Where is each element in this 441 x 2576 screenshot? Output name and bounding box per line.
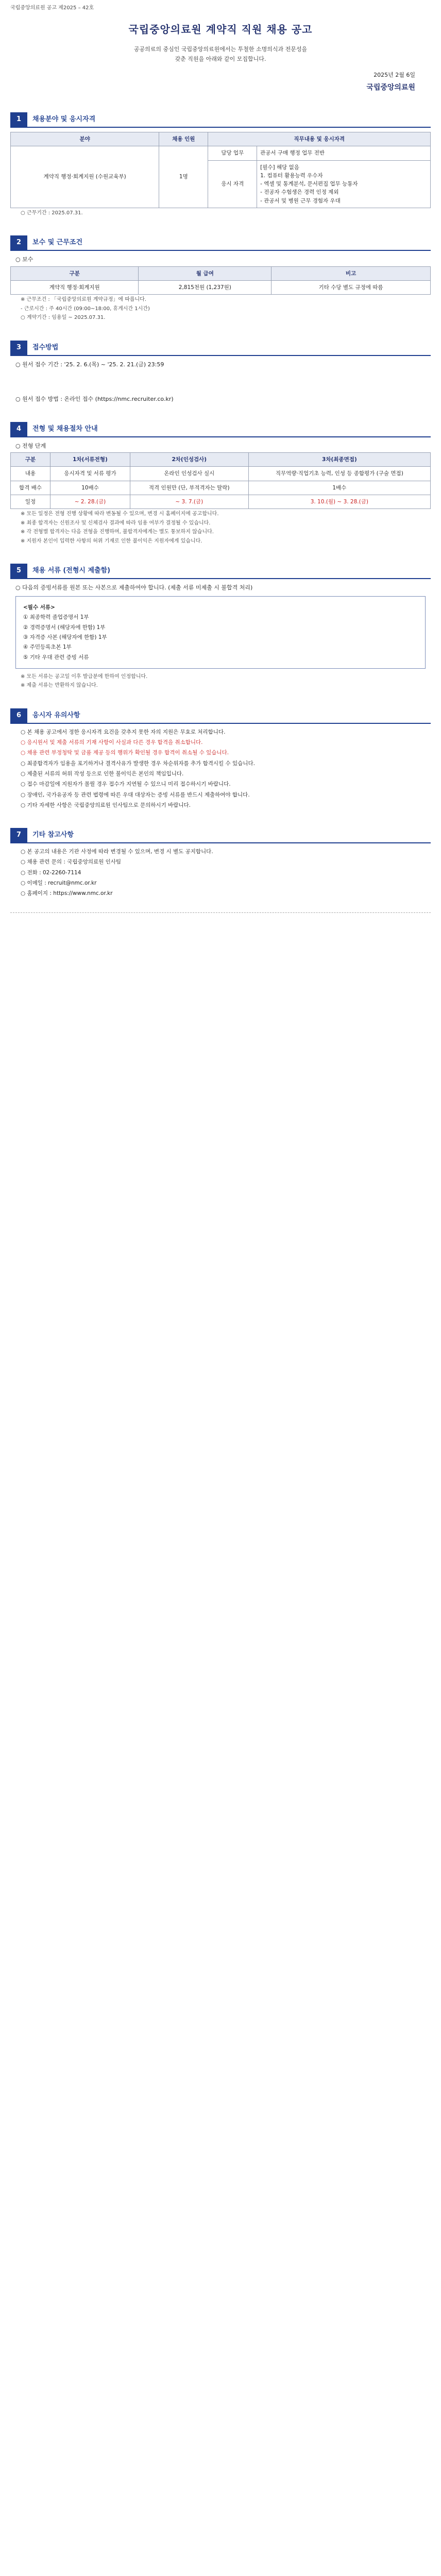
section-title: 채용분야 및 응시자격 bbox=[32, 115, 96, 123]
process-header: 3차(최종면접) bbox=[248, 452, 430, 466]
section-title: 접수방법 bbox=[32, 343, 59, 351]
process-cell: 10배수 bbox=[50, 481, 130, 495]
intro bbox=[10, 45, 431, 63]
intro-line: 갖춘 직원을 아래와 같이 모집합니다. bbox=[175, 56, 266, 63]
section-documents bbox=[10, 564, 431, 690]
section-title: 응시자 유의사항 bbox=[32, 711, 80, 719]
process-header: 구분 bbox=[11, 452, 50, 466]
section-heading bbox=[10, 422, 431, 437]
qual-line: 1. 컴퓨터 활용능력 우수자 bbox=[260, 172, 323, 179]
document-number: 국립중앙의료원 공고 제2025 – 42호 bbox=[10, 5, 94, 11]
col-count: 채용 인원 bbox=[159, 132, 208, 146]
etc-item: ○ 홈페이지 : https://www.nmc.or.kr bbox=[21, 890, 113, 897]
field-cell: 계약직 행정·회계지원 (수원교육부) bbox=[11, 146, 159, 208]
process-note: ※ 모든 일정은 전형 진행 상황에 따라 변동될 수 있으며, 변경 시 홈페이지에 공고합니다. bbox=[21, 511, 219, 517]
spacer bbox=[10, 371, 431, 392]
pay-header: 구분 bbox=[11, 266, 139, 280]
section-heading bbox=[10, 708, 431, 724]
notice-date: 2025년 2월 6일 bbox=[374, 72, 415, 79]
process-header: 2차(인성검사) bbox=[130, 452, 248, 466]
process-table bbox=[10, 452, 431, 509]
col-duty: 직무내용 및 응시자격 bbox=[208, 132, 431, 146]
process-cell: 3. 10.(월) ~ 3. 28.(금) bbox=[248, 495, 430, 509]
section-number: 1 bbox=[10, 112, 27, 127]
docs-item: ③ 자격증 사본 (해당자에 한함) 1부 bbox=[23, 634, 107, 641]
process-note: ※ 각 전형별 합격자는 다음 전형을 진행하며, 불합격자에게는 별도 통보하지 않습니다. bbox=[21, 529, 214, 535]
docs-item: ② 경력증명서 (해당자에 한함) 1부 bbox=[23, 624, 106, 631]
footer-divider bbox=[10, 912, 431, 913]
qual-head: [필수] 해당 없음 bbox=[260, 164, 299, 171]
etc-item: ○ 채용 관련 문의 : 국립중앙의료원 인사팀 bbox=[21, 859, 122, 866]
caution-item: ○ 접수 마감일에 지원자가 몰릴 경우 접수가 지연될 수 있으니 미리 접수하시기 바랍니다. bbox=[21, 781, 231, 788]
qual-line: - 엑셀 및 통계분석, 문서편집 업무 능통자 bbox=[260, 181, 358, 188]
caution-item: ○ 제출된 서류의 허위 작성 등으로 인한 불이익은 본인의 책임입니다. bbox=[21, 771, 184, 777]
process-cell: 합격 배수 bbox=[11, 481, 50, 495]
pay-header: 월 급여 bbox=[139, 266, 272, 280]
docs-subheading: <필수 서류> bbox=[23, 604, 55, 611]
section-pay bbox=[10, 235, 431, 321]
process-cell: ~ 3. 7.(금) bbox=[130, 495, 248, 509]
pay-cell: 계약직 행정·회계지원 bbox=[11, 280, 139, 294]
section-heading bbox=[10, 564, 431, 579]
docs-note: ※ 제출 서류는 반환하지 않습니다. bbox=[21, 683, 98, 689]
section-recruit bbox=[10, 112, 431, 217]
process-cell: 일정 bbox=[11, 495, 50, 509]
pay-note: ※ 근무조건 : 「국립중앙의료원 계약규정」에 따릅니다. bbox=[21, 297, 147, 303]
etc-list bbox=[21, 848, 431, 897]
duty-cell: 관공서 구매 행정 업무 전반 bbox=[257, 146, 431, 160]
section-heading bbox=[10, 341, 431, 356]
recruit-table bbox=[10, 132, 431, 208]
section-number: 4 bbox=[10, 422, 27, 436]
caution-item: ○ 기타 자세한 사항은 국립중앙의료원 인사팀으로 문의하시기 바랍니다. bbox=[21, 802, 191, 808]
process-note: ※ 최종 합격자는 신원조사 및 신체검사 결과에 따라 임용 여부가 결정될 수 있습니다. bbox=[21, 520, 211, 526]
process-cell: 응시자격 및 서류 평가 bbox=[50, 467, 130, 481]
duty-label: 담당 업무 bbox=[208, 146, 257, 160]
section-number: 5 bbox=[10, 564, 27, 578]
count-cell: 1명 bbox=[159, 146, 208, 208]
caution-item: ○ 응시원서 및 제출 서류의 기재 사항이 사실과 다른 경우 합격을 취소합니다. bbox=[21, 739, 203, 746]
section-number: 2 bbox=[10, 235, 27, 250]
section-process bbox=[10, 422, 431, 545]
qual-label: 응시 자격 bbox=[208, 160, 257, 208]
etc-item: ○ 본 공고의 내용은 기관 사정에 따라 변경될 수 있으며, 변경 시 별도 공지합니다. bbox=[21, 849, 213, 855]
etc-item: ○ 전화 : 02-2260-7114 bbox=[21, 869, 81, 876]
pay-note: ○ 계약기간 : 임용일 ~ 2025.07.31. bbox=[21, 315, 106, 321]
section-caution bbox=[10, 708, 431, 809]
docs-item: ④ 주민등록초본 1부 bbox=[23, 644, 72, 651]
pay-table bbox=[10, 266, 431, 295]
section-heading bbox=[10, 828, 431, 843]
caution-item: ○ 장애인, 국가유공자 등 관련 법령에 따른 우대 대상자는 증빙 서류를 반드시 제출하여야 합니다. bbox=[21, 791, 250, 798]
docs-item: ① 최종학력 졸업증명서 1부 bbox=[23, 614, 89, 621]
section-heading bbox=[10, 235, 431, 251]
apply-method: ○ 원서 접수 방법 : 온라인 접수 (https://nmc.recruiter.co.kr) bbox=[15, 395, 174, 402]
process-cell: 적격 인원만 (단, 부적격자는 탈락) bbox=[130, 481, 248, 495]
qual-line: - 전공자 수험생은 경력 인정 제외 bbox=[260, 189, 339, 196]
section-etc bbox=[10, 828, 431, 897]
intro-line: 공공의료의 중심인 국립중앙의료원에서는 투철한 소명의식과 전문성을 bbox=[133, 46, 308, 53]
pay-header: 비고 bbox=[272, 266, 431, 280]
section-number: 7 bbox=[10, 828, 27, 842]
qual-line: - 관공서 및 병원 근무 경험자 우대 bbox=[260, 197, 341, 204]
caution-item: ○ 최종합격자가 임용을 포기하거나 결격사유가 발생한 경우 차순위자를 추가 합격시킬 수 있습니다. bbox=[21, 760, 255, 767]
section-apply bbox=[10, 341, 431, 403]
caution-list bbox=[21, 728, 431, 809]
caution-item: ○ 채용 관련 부정청탁 및 금품 제공 등의 행위가 확인될 경우 합격이 취소될 수 있습니다. bbox=[21, 750, 229, 756]
pay-cell: 기타 수당 별도 규정에 따름 bbox=[272, 280, 431, 294]
col-field: 분야 bbox=[11, 132, 159, 146]
page-title: 국립중앙의료원 계약직 직원 채용 공고 bbox=[128, 23, 313, 36]
organization-name: 국립중앙의료원 bbox=[366, 83, 415, 92]
apply-period: ○ 원서 접수 기간 : '25. 2. 6.(목) ~ '25. 2. 21.(금) 23:59 bbox=[15, 361, 164, 368]
process-cell: ~ 2. 28.(금) bbox=[50, 495, 130, 509]
process-cell: 1배수 bbox=[248, 481, 430, 495]
docs-box bbox=[15, 596, 426, 669]
recruit-condition: ○ 근무기간 : 2025.07.31. bbox=[21, 210, 83, 216]
section-title: 채용 서류 (전형시 제출함) bbox=[32, 567, 111, 575]
section-title: 보수 및 근무조건 bbox=[32, 239, 83, 247]
caution-item: ○ 본 채용 공고에서 정한 응시자격 요건을 갖추지 못한 자의 지원은 무효로 처리합니다. bbox=[21, 728, 226, 735]
pay-cell: 2,815천원 (1,237원) bbox=[139, 280, 272, 294]
process-header: 1차(서류전형) bbox=[50, 452, 130, 466]
etc-item: ○ 이메일 : recruit@nmc.or.kr bbox=[21, 880, 97, 887]
docs-note: ※ 모든 서류는 공고일 이후 발급분에 한하여 인정합니다. bbox=[21, 673, 148, 680]
process-cell: 직무역량·직업기초 능력, 인성 등 종합평가 (구술 면접) bbox=[248, 467, 430, 481]
section-number: 3 bbox=[10, 341, 27, 355]
process-note: ※ 지원자 본인이 입력한 사항의 허위 기재로 인한 불이익은 지원자에게 있습니다. bbox=[21, 538, 202, 544]
section-heading bbox=[10, 112, 431, 128]
process-cell: 내용 bbox=[11, 467, 50, 481]
section-title: 기타 참고사항 bbox=[32, 831, 74, 839]
docs-lead: ○ 다음의 증빙서류를 원본 또는 사본으로 제출하여야 합니다. (제출 서류 미제출 시 불합격 처리) bbox=[15, 584, 253, 591]
section-title: 전형 및 채용절차 안내 bbox=[32, 425, 98, 433]
pay-lead: ○ 보수 bbox=[15, 256, 33, 263]
section-number: 6 bbox=[10, 708, 27, 723]
docs-item: ⑤ 기타 우대 관련 증빙 서류 bbox=[23, 654, 89, 660]
pay-note: - 근로시간 : 주 40시간 (09:00~18:00, 휴게시간 1시간) bbox=[21, 306, 150, 312]
qual-cell bbox=[257, 160, 431, 208]
process-cell: 온라인 인성검사 실시 bbox=[130, 467, 248, 481]
process-lead: ○ 전형 단계 bbox=[15, 442, 46, 449]
